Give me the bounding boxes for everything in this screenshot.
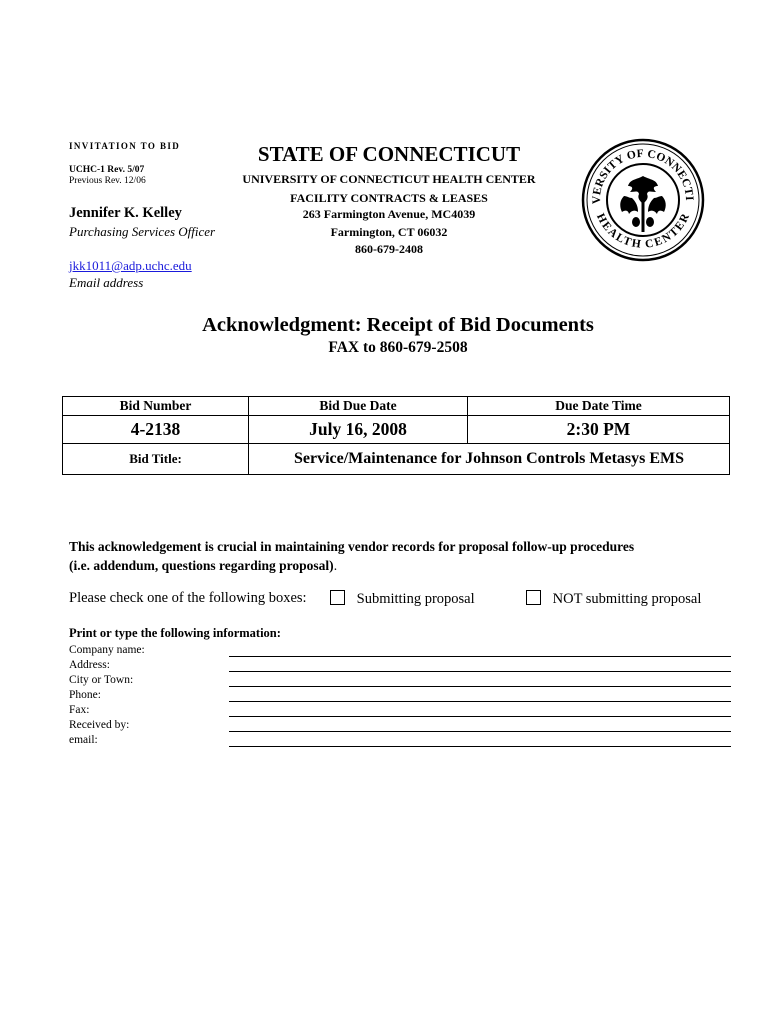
bid-due-date-value: July 16, 2008 (249, 416, 468, 444)
contact-name: Jennifer K. Kelley (69, 205, 182, 221)
field-labels (69, 643, 145, 748)
university-seal-icon (580, 130, 706, 270)
contact-title: Purchasing Services Officer (69, 224, 216, 239)
page-title: Acknowledgment: Receipt of Bid Documents (202, 314, 594, 336)
not-submitting-checkbox[interactable] (526, 590, 541, 605)
label-fax: Fax: (69, 704, 90, 716)
header-bid-number: Bid Number (63, 397, 249, 416)
label-phone: Phone: (69, 689, 101, 701)
org-name: UNIVERSITY OF CONNECTICUT HEALTH CENTER (242, 172, 536, 186)
print-heading: Print or type the following information: (69, 626, 281, 640)
notice-period: . (333, 558, 338, 573)
bid-number-value: 4-2138 (63, 416, 249, 444)
city-state-zip: Farmington, CT 06032 (330, 225, 448, 239)
header-due-date-time: Due Date Time (468, 397, 730, 416)
company-name-line[interactable] (229, 656, 731, 657)
phone-line[interactable] (229, 701, 731, 702)
label-company-name: Company name: (69, 644, 145, 656)
notice-text (69, 537, 634, 575)
street-address: 263 Farmington Avenue, MC4039 (302, 207, 476, 221)
seal-text-top: VERSITY OF CONNECTI (590, 147, 696, 205)
previous-revision: Previous Rev. 12/06 (69, 176, 146, 186)
bid-info-table (62, 396, 730, 475)
submitting-checkbox[interactable] (330, 590, 345, 605)
bid-title-value: Service/Maintenance for Johnson Controls Metasys EMS (249, 444, 730, 475)
email-line[interactable] (229, 746, 731, 747)
notice-line-2: (i.e. addendum, questions regarding proposal) (69, 558, 334, 573)
label-received-by: Received by: (69, 719, 130, 731)
address-line[interactable] (229, 671, 731, 672)
invitation-label: INVITATION TO BID (69, 141, 181, 151)
checkbox-prompt: Please check one of the following boxes: (69, 590, 307, 606)
seal-text-bottom: HEALTH CENTER (593, 211, 693, 251)
phone-number: 860-679-2408 (355, 242, 423, 256)
email-label: Email address (69, 275, 144, 290)
received-by-line[interactable] (229, 731, 731, 732)
city-line[interactable] (229, 686, 731, 687)
fax-line: FAX to 860-679-2508 (328, 339, 468, 356)
fax-line-field[interactable] (229, 716, 731, 717)
option-not-submitting[interactable] (526, 590, 701, 608)
not-submitting-label: NOT submitting proposal (552, 591, 702, 607)
state-title: STATE OF CONNECTICUT (257, 142, 521, 166)
notice-line-1: This acknowledgement is crucial in maintaining vendor records for proposal follow-up procedures (69, 539, 635, 554)
form-id: UCHC-1 Rev. 5/07 (69, 165, 145, 175)
email-link[interactable]: jkk1011@adp.uchc.edu (69, 258, 192, 273)
option-submitting[interactable] (330, 590, 475, 608)
submitting-label: Submitting proposal (356, 591, 475, 607)
label-email: email: (69, 734, 98, 746)
department-name: FACILITY CONTRACTS & LEASES (290, 191, 488, 205)
due-date-time-value: 2:30 PM (468, 416, 730, 444)
header-bid-due-date: Bid Due Date (249, 397, 468, 416)
label-address: Address: (69, 659, 110, 671)
bid-title-label: Bid Title: (63, 444, 249, 475)
label-city: City or Town: (69, 674, 134, 686)
